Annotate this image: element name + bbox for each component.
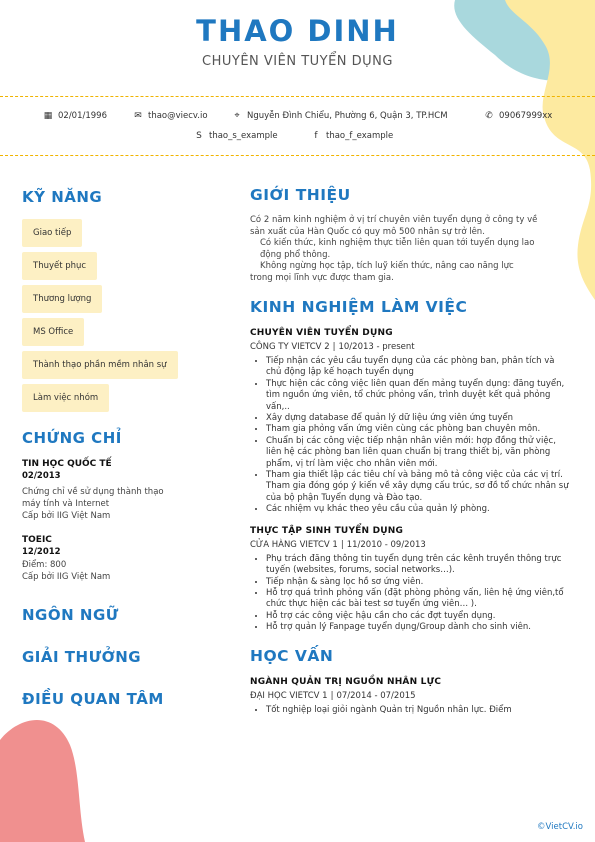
- contact-email: [133, 111, 208, 121]
- intro-line: trong mọi lĩnh vực được tham gia.: [250, 272, 394, 283]
- cert-name: TIN HỌC QUỐC TẾ: [22, 459, 112, 469]
- skills-list: [22, 219, 212, 417]
- degree-title: NGÀNH QUẢN TRỊ NGUỒN NHÂN LỰC: [250, 676, 442, 687]
- job-title: CHUYÊN VIÊN TUYỂN DỤNG: [250, 328, 393, 338]
- job-period: 11/2010 - 09/2013: [346, 539, 426, 550]
- cert-line: Điểm: 800: [22, 560, 67, 570]
- cert-line: Cấp bởi IIG Việt Nam: [22, 572, 111, 582]
- intro-line: động phổ thông.: [260, 249, 331, 260]
- awards-heading: GIẢI THƯỞNG: [22, 648, 142, 666]
- contact-dob: [43, 111, 107, 121]
- skill-tag: Thành thạo phần mềm nhân sự: [22, 351, 178, 379]
- address-text: Nguyễn Đình Chiểu, Phường 6, Quận 3, TP.HCM: [247, 111, 448, 121]
- skill-tag: Thuyết phục: [22, 252, 97, 280]
- cert-name: TOEIC: [22, 535, 52, 545]
- list-item: • Tiếp nhận & sàng lọc hồ sơ ứng viên.: [266, 577, 570, 588]
- skill-tag: Giao tiếp: [22, 219, 82, 247]
- cert-item: [22, 459, 212, 522]
- intro-heading: GIỚI THIỆU: [250, 186, 351, 204]
- list-item: • Hỗ trợ quá trình phỏng vấn (đặt phòng phỏng vấn, liên hệ ứng viên,tổ chức thực hiện các bài test sơ tuyển ứng viên… ).: [266, 588, 570, 611]
- contact-band: [0, 96, 595, 156]
- company-name: CỬA HÀNG VIETCV 1: [250, 539, 338, 550]
- certificates-heading: CHỨNG CHỈ: [22, 429, 122, 447]
- list-item: • Chuẩn bị các công việc tiếp nhận nhân viên mới: hợp đồng thử việc, liên hệ các phòng ban liên quan chuẩn bị trang thiết bị, văn phòng phẩm, vị trí làm việc cho nhân viên mới.: [266, 436, 570, 470]
- skill-tag: Làm việc nhóm: [22, 384, 109, 412]
- job-title-subtitle: CHUYÊN VIÊN TUYỂN DỤNG: [202, 54, 393, 69]
- skill-tag: Thương lượng: [22, 285, 102, 313]
- facebook-text: thao_f_example: [326, 131, 394, 141]
- cert-date: 12/2012: [22, 547, 61, 557]
- intro-line: Có 2 năm kinh nghiệm ở vị trí chuyên viên tuyển dụng ở công ty về: [250, 215, 538, 225]
- mail-icon: ✉: [134, 111, 142, 121]
- skill-tag: MS Office: [22, 318, 84, 346]
- languages-heading: NGÔN NGỮ: [22, 606, 119, 624]
- skype-text: thao_s_example: [209, 131, 278, 141]
- company-name: CÔNG TY VIETCV 2: [250, 342, 330, 352]
- list-item: • Tham gia phỏng vấn ứng viên cùng các phòng ban chuyên môn.: [266, 424, 570, 435]
- skype-icon: S: [196, 131, 202, 141]
- edu-bullets: [250, 705, 570, 716]
- list-item: • Các nhiệm vụ khác theo yêu cầu của quản lý phòng.: [266, 504, 570, 515]
- list-item: • Phụ trách đăng thông tin tuyển dụng trên các kênh truyền thông trực tuyến (websites, forums, social networks…).: [266, 554, 570, 577]
- list-item: • Xây dựng database để quản lý dữ liệu ứng viên ứng tuyển: [266, 413, 570, 424]
- interests-heading: ĐIỀU QUAN TÂM: [22, 690, 164, 708]
- job-entry: [250, 526, 570, 634]
- skills-heading: KỸ NĂNG: [22, 188, 103, 206]
- phone-text: 09067999xx: [499, 111, 553, 121]
- job-bullets: [250, 554, 570, 634]
- education-heading: HỌC VẤN: [250, 646, 334, 665]
- cert-line: Chứng chỉ về sử dụng thành thạo: [22, 487, 164, 497]
- intro-line: Có kiến thức, kinh nghiệm thực tiễn liên quan tới tuyển dụng lao: [260, 238, 535, 248]
- separator: |: [340, 539, 344, 550]
- cert-line: Cấp bởi IIG Việt Nam: [22, 511, 111, 521]
- intro-line: Không ngừng học tập, tích luỹ kiến thức, nâng cao năng lực: [260, 261, 514, 271]
- edu-period: 07/2014 - 07/2015: [336, 690, 416, 701]
- school-name: ĐẠI HỌC VIETCV 1: [250, 690, 328, 701]
- school-line: [250, 691, 570, 701]
- facebook-icon: f: [314, 131, 318, 141]
- list-item: • Thực hiện các công việc liên quan đến mảng tuyển dụng: đăng tuyển, tìm nguồn ứng viên, tổ chức phỏng vấn, trình duyệt kết quả phỏng vấn,..: [266, 379, 570, 413]
- job-bullets: [250, 356, 570, 516]
- email-text: thao@viecv.io: [148, 111, 208, 121]
- watermark-link[interactable]: ©VietCV.io: [537, 822, 583, 832]
- cert-item: [22, 535, 212, 583]
- list-item: • Tiếp nhận các yêu cầu tuyển dụng của các phòng ban, phân tích và chủ động lập kế hoạch tuyển dụng: [266, 356, 570, 379]
- left-column: [22, 188, 212, 708]
- cake-icon: ▦: [43, 111, 53, 121]
- education-entry: [250, 677, 570, 716]
- job-company-line: [250, 342, 570, 352]
- cert-line: máy tính và Internet: [22, 499, 110, 509]
- job-entry: [250, 328, 570, 516]
- contact-phone: [484, 111, 552, 121]
- job-company-line: [250, 540, 570, 550]
- job-period: 10/2013 - present: [338, 342, 415, 352]
- separator: |: [332, 342, 336, 352]
- job-title: THỰC TẬP SINH TUYỂN DỤNG: [250, 525, 404, 536]
- candidate-name: THAO DINH: [196, 14, 399, 48]
- contact-skype: [194, 131, 278, 141]
- intro-text: [250, 215, 570, 284]
- list-item: • Hỗ trợ các công việc hậu cần cho các đợt tuyển dụng.: [266, 611, 570, 622]
- list-item: • Tham gia thiết lập các tiêu chí và bảng mô tả công việc của các vị trí. Tham gia đóng góp ý kiến về xây dựng cấu trúc, sơ đồ tổ chức nhân sự của bộ phận Tuyển dụng và Đào tạo.: [266, 470, 570, 504]
- intro-line: sản xuất của Hàn Quốc có quy mô 500 nhân sự trở lên.: [250, 226, 485, 237]
- cert-date: 02/2013: [22, 471, 61, 481]
- right-column: [250, 186, 570, 716]
- dob-text: 02/01/1996: [58, 111, 107, 121]
- experience-heading: KINH NGHIỆM LÀM VIỆC: [250, 298, 468, 316]
- list-item: • Tốt nghiệp loại giỏi ngành Quản trị Nguồn nhân lực. Điểm: [266, 705, 570, 716]
- location-icon: ⌖: [234, 111, 240, 121]
- phone-icon: ✆: [485, 111, 493, 121]
- contact-address: [232, 111, 448, 121]
- separator: |: [330, 690, 334, 701]
- contact-facebook: [311, 131, 393, 141]
- list-item: • Hỗ trợ quản lý Fanpage tuyển dụng/Group dành cho sinh viên.: [266, 622, 570, 633]
